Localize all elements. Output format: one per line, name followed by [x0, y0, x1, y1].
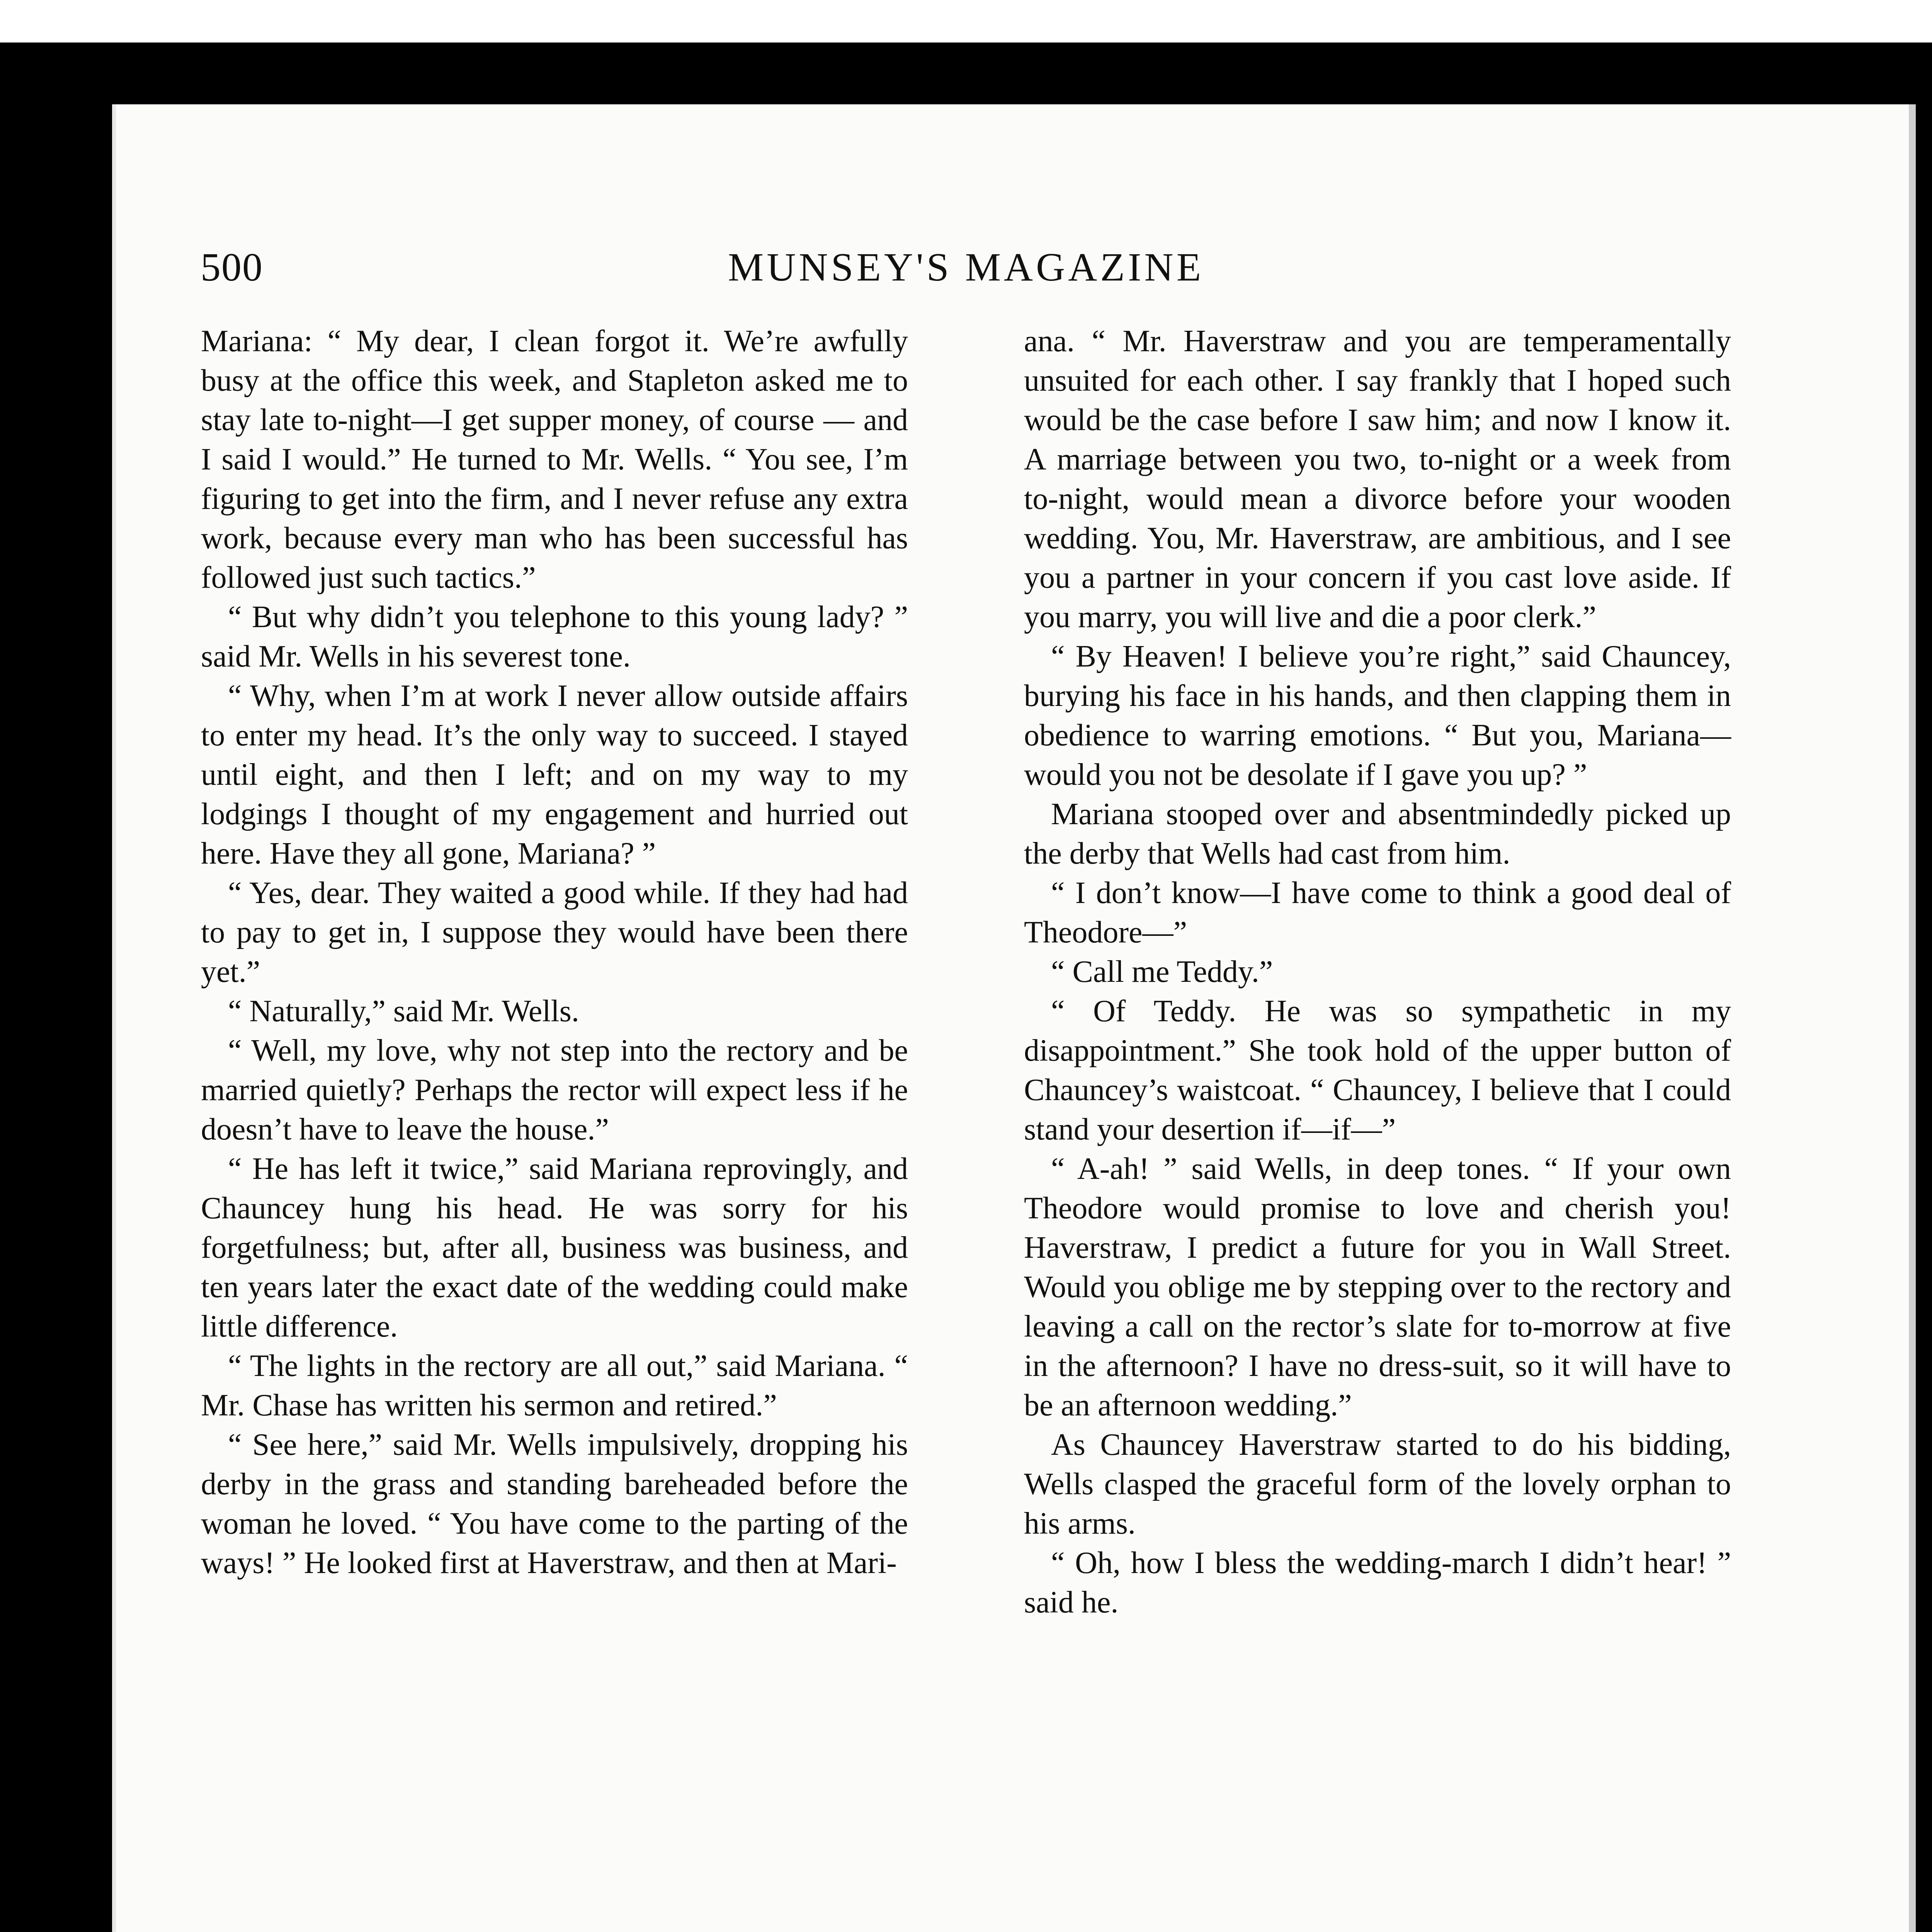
paragraph: “ I don’t know—I have come to think a good deal of Theodore—”: [1024, 876, 1731, 949]
paragraph: “ A-ah! ” said Wells, in deep tones. “ If your own Theodore would promise to love and cherish you! Haverstraw, I predict a future for you in Wall Street. Would you oblige me by stepping over to the rectory and leaving a call on the rector’s slate for to-morrow at five in the afternoon? I have no dress-suit, so it will have to be an afternoon wedding.”: [1024, 1152, 1731, 1422]
paragraph: “ Naturally,” said Mr. Wells.: [228, 994, 579, 1028]
paragraph: “ Yes, dear. They waited a good while. If they had had to pay to get in, I suppose they would have been there yet.”: [201, 876, 908, 989]
page-number: 500: [201, 245, 263, 289]
paragraph: “ See here,” said Mr. Wells impulsively, dropping his derby in the grass and standing bareheaded before the woman he loved. “ You have come to the parting of the ways! ” He looked first at Haverstraw, and then at Mari-: [201, 1428, 908, 1580]
running-title: MUNSEY'S MAGAZINE: [728, 245, 1204, 289]
paragraph: ana. “ Mr. Haverstraw and you are temperamentally unsuited for each other. I say frankly that I hoped such would be the case before I saw him; and now I know it. A marriage between you two, to-night or a week from to-night, would mean a divorce before your wooden wedding. You, Mr. Haverstraw, are ambitious, and I see you a partner in your concern if you cast love aside. If you marry, you will live and die a poor clerk.”: [1024, 324, 1731, 634]
paragraph: Mariana stooped over and absentmindedly picked up the derby that Wells had cast from him.: [1024, 797, 1731, 871]
paragraph: “ But why didn’t you telephone to this young lady? ” said Mr. Wells in his severest tone.: [201, 600, 908, 673]
right-column: [1024, 321, 1731, 1932]
paragraph: “ He has left it twice,” said Mariana reprovingly, and Chauncey hung his head. He was sorry for his forgetfulness; but, after all, business was business, and ten years later the exact date of the wedding could make little difference.: [201, 1152, 908, 1344]
paragraph: “ Of Teddy. He was so sympathetic in my disappointment.” She took hold of the upper button of Chauncey’s waistcoat. “ Chauncey, I believe that I could stand your desertion if—if—”: [1024, 994, 1731, 1146]
paragraph: “ Call me Teddy.”: [1051, 955, 1273, 989]
paragraph: “ Oh, how I bless the wedding-march I didn’t hear! ” said he.: [1024, 1546, 1731, 1619]
paragraph: “ By Heaven! I believe you’re right,” said Chauncey, burying his face in his hands, and then clapping them in obedience to warring emotions. “ But you, Mariana—would you not be desolate if I gave you up? ”: [1024, 639, 1731, 792]
paragraph: “ Why, when I’m at work I never allow outside affairs to enter my head. It’s the only way to succeed. I stayed until eight, and then I left; and on my way to my lodgings I thought of my engagement and hurried out here. Have they all gone, Mariana? ”: [201, 679, 908, 871]
paragraph: “ The lights in the rectory are all out,” said Mariana. “ Mr. Chase has written his sermon and retired.”: [201, 1349, 908, 1422]
paragraph: As Chauncey Haverstraw started to do his bidding, Wells clasped the graceful form of the lovely orphan to his arms.: [1024, 1428, 1731, 1541]
left-column: [201, 321, 908, 1932]
paragraph: Mariana: “ My dear, I clean forgot it. We’re awfully busy at the office this week, and Stapleton asked me to stay late to-night—I get supper money, of course — and I said I would.” He turned to Mr. Wells. “ You see, I’m figuring to get into the firm, and I never refuse any extra work, because every man who has been successful has followed just such tactics.”: [201, 324, 908, 595]
scanner-top-strip: [0, 0, 1932, 43]
paragraph: “ Well, my love, why not step into the rectory and be married quietly? Perhaps the rector will expect less if he doesn’t have to leave the house.”: [201, 1034, 908, 1146]
